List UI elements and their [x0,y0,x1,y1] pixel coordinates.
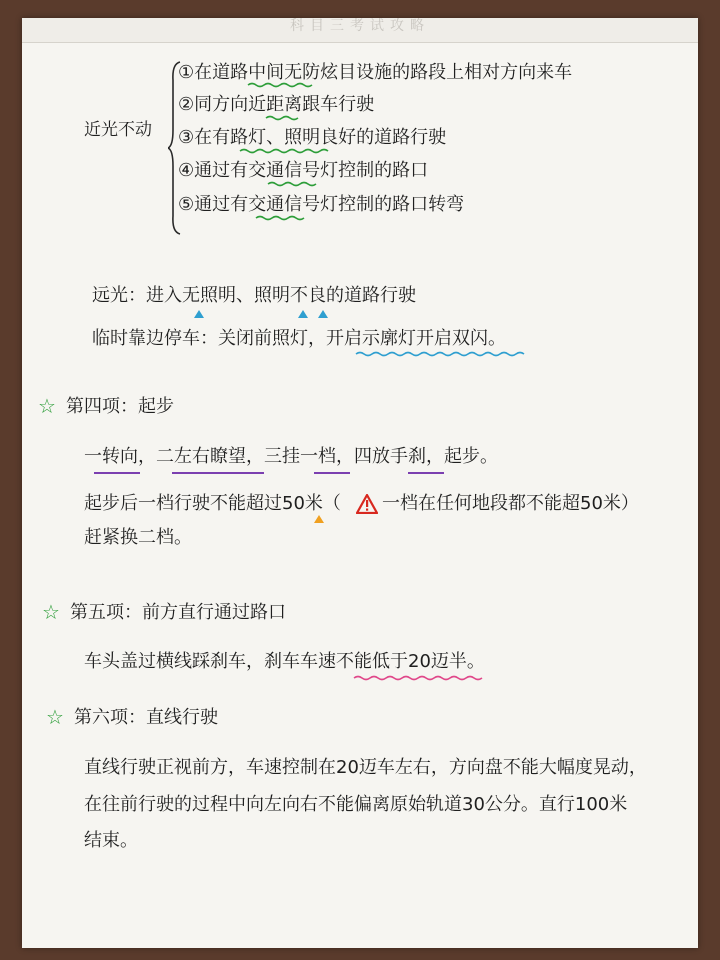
marker-triangle-orange [314,515,324,523]
section6-line1: 直线行驶正视前方，车速控制在20迈车左右，方向盘不能大幅度晃动， [84,757,647,778]
marker-triangle-blue [194,310,204,318]
section4-rule-line2: 赶紧换二档。 [84,527,192,548]
marker-triangle-blue [318,310,328,318]
notebook-page [22,18,698,948]
underline-wave-pink [354,677,482,680]
star-icon: ☆ [38,394,56,418]
warning-triangle-icon [356,494,378,514]
star-icon: ☆ [42,600,60,624]
section6-line3: 结束。 [84,830,138,851]
page-header [22,18,698,43]
section5-title: 第五项：前方直行通过路口 [70,602,286,623]
section6-title: 第六项：直线行驶 [74,707,218,728]
marker-triangle-blue [298,310,308,318]
section4-title: 第四项：起步 [66,396,174,417]
star-icon: ☆ [46,705,64,729]
underline-wave-blue [356,353,524,356]
temp-stop-line: 临时靠边停车：关闭前照灯，开启示廓灯开启双闪。 [92,328,506,349]
low-beam-item-4: ④通过有交通信号灯控制的路口 [178,160,429,181]
low-beam-label: 近光不动 [84,120,152,140]
section6-line2: 在往前行驶的过程中向左向右不能偏离原始轨道30公分。直行100米 [84,794,628,815]
high-beam-line: 远光：进入无照明、照明不良的道路行驶 [92,285,416,306]
section4-rule-part2: 一档在任何地段都不能超50米） [382,493,639,514]
low-beam-item-3: ③在有路灯、照明良好的道路行驶 [178,127,447,148]
section4-rule-part1: 起步后一档行驶不能超过50米（ [84,493,341,514]
section4-steps: 一转向，二左右瞭望，三挂一档，四放手刹，起步。 [84,446,498,467]
section5-text: 车头盖过横线踩刹车，刹车车速不能低于20迈半。 [84,651,485,672]
low-beam-item-5: ⑤通过有交通信号灯控制的路口转弯 [178,194,465,215]
low-beam-item-1: ①在道路中间无防炫目设施的路段上相对方向来车 [178,62,573,83]
low-beam-item-2: ②同方向近距离跟车行驶 [178,94,375,115]
header-faint-title: 科目三考试攻略 [290,18,430,34]
